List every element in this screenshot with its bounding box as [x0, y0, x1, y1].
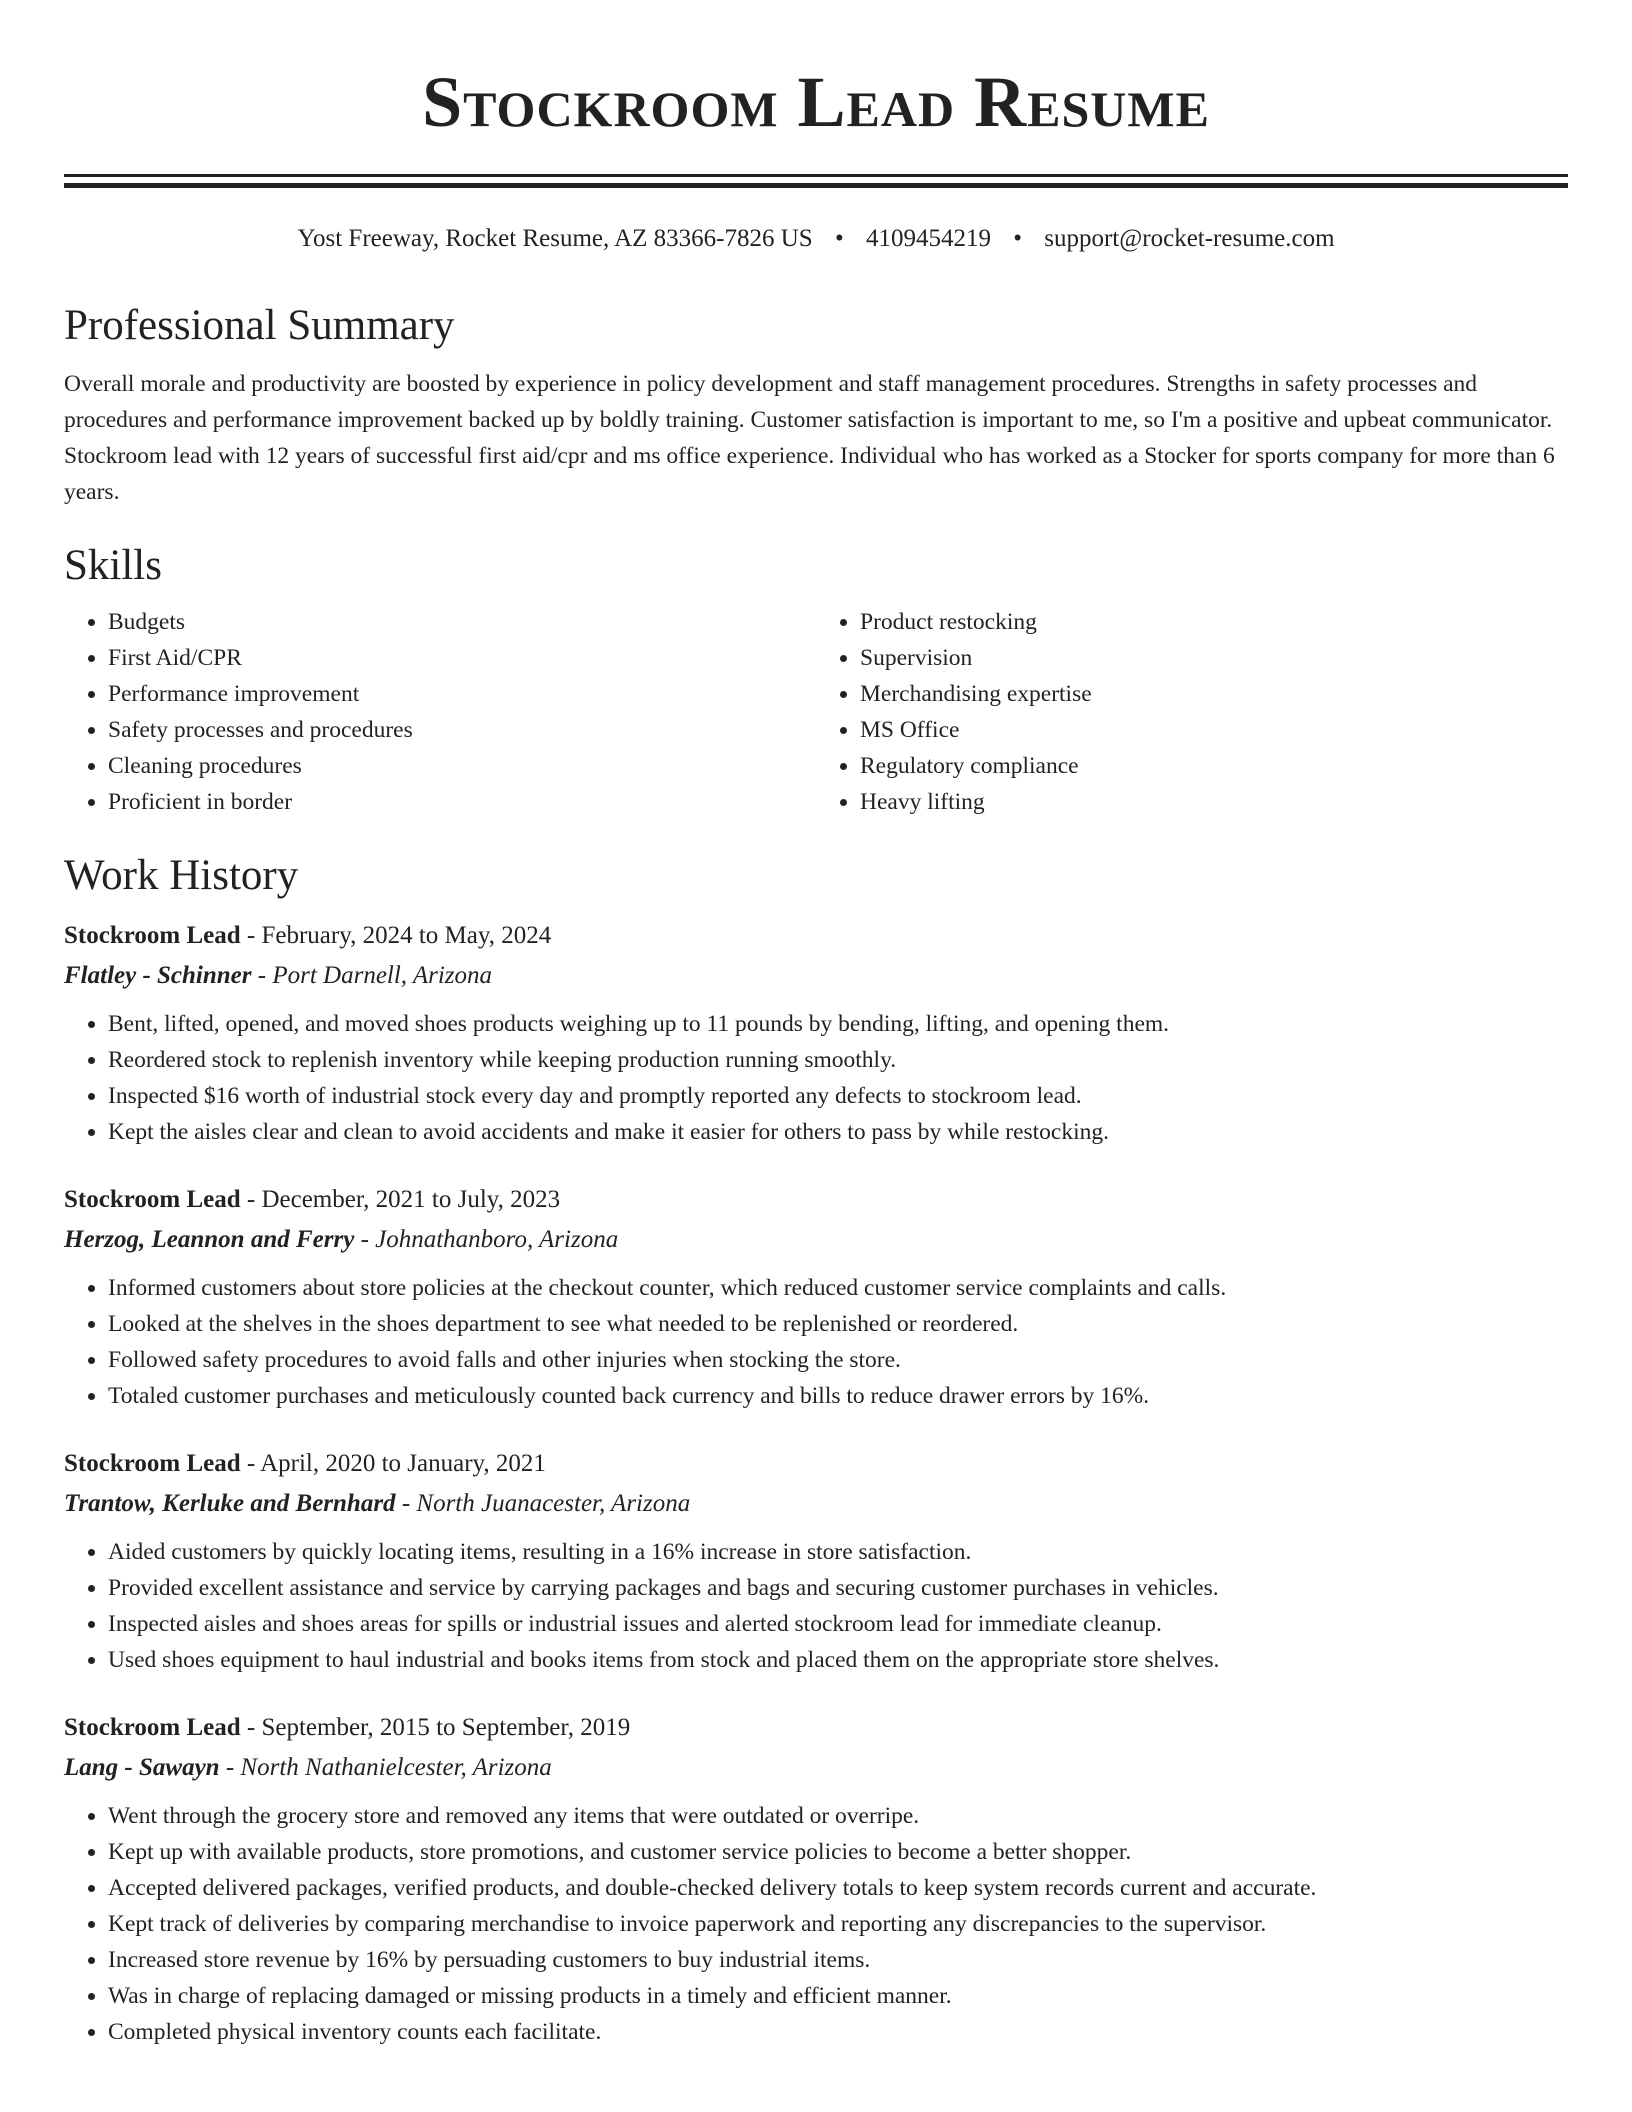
job-bullet: • Followed safety procedures to avoid falls and other injuries when stocking the store.	[108, 1342, 1568, 1378]
job-location: Johnathanboro, Arizona	[375, 1226, 619, 1253]
skill-item: • Heavy lifting	[860, 784, 1568, 820]
job-bullet: • Reordered stock to replenish inventory while keeping production running smoothly.	[108, 1042, 1568, 1078]
job-bullet: • Went through the grocery store and removed any items that were outdated or overripe.	[108, 1798, 1568, 1834]
skill-item: • Proficient in border	[108, 784, 816, 820]
summary-text: Overall morale and productivity are boosted by experience in policy development and staff management procedures. Strengths in safety processes and procedures and performance improvement backed up by boldly training. Customer satisfaction is important to me, so I'm a positive and upbeat communicator. Stockroom lead with 12 years of successful first aid/cpr and ms office experience. Individual who has worked as a Stocker for sports company for more than 6 years.	[64, 371, 1555, 505]
job-dates: September, 2015 to September, 2019	[261, 1714, 631, 1741]
job-bullet: • Used shoes equipment to haul industrial and books items from stock and placed them on the appropriate store shelves.	[108, 1642, 1568, 1678]
job-role: Stockroom Lead	[64, 922, 241, 949]
job-bullet: • Kept the aisles clear and clean to avoid accidents and make it easier for others to pass by while restocking.	[108, 1114, 1568, 1150]
job-bullet: • Aided customers by quickly locating items, resulting in a 16% increase in store satisfaction.	[108, 1534, 1568, 1570]
job-dates: December, 2021 to July, 2023	[261, 1186, 561, 1213]
job-dash: -	[246, 922, 262, 949]
job-header	[64, 916, 1568, 956]
job-company: Herzog, Leannon and Ferry	[64, 1226, 355, 1253]
job-entry	[64, 1180, 1568, 1414]
job-bullet: • Bent, lifted, opened, and moved shoes products weighing up to 11 pounds by bending, lifting, and opening them.	[108, 1006, 1568, 1042]
job-role: Stockroom Lead	[64, 1450, 241, 1477]
skill-item: • Supervision	[860, 640, 1568, 676]
job-bullet: • Inspected aisles and shoes areas for spills or industrial issues and alerted stockroom lead for immediate cleanup.	[108, 1606, 1568, 1642]
job-dates: February, 2024 to May, 2024	[261, 922, 552, 949]
job-entry	[64, 916, 1568, 1150]
job-company: Trantow, Kerluke and Bernhard	[64, 1490, 396, 1517]
job-bullet: • Increased store revenue by 16% by persuading customers to buy industrial items.	[108, 1942, 1568, 1978]
skill-item: • Safety processes and procedures	[108, 712, 816, 748]
job-role: Stockroom Lead	[64, 1714, 241, 1741]
job-dash: -	[360, 1226, 376, 1253]
job-role: Stockroom Lead	[64, 1186, 241, 1213]
job-dash: -	[246, 1714, 262, 1741]
job-dash: -	[225, 1754, 241, 1781]
summary-heading: Professional Summary	[64, 302, 455, 349]
skills-list	[64, 604, 1568, 820]
job-location: Port Darnell, Arizona	[272, 962, 493, 989]
skill-item: • First Aid/CPR	[108, 640, 816, 676]
contact-phone: 4109454219	[865, 225, 991, 252]
title-divider-thin	[64, 174, 1568, 177]
job-company: Flatley - Schinner	[64, 962, 252, 989]
contact-address: Yost Freeway, Rocket Resume, AZ 83366-7826 US	[297, 225, 813, 252]
skills-column-left	[64, 604, 816, 820]
contact-separator: •	[834, 225, 844, 252]
skill-item: • Regulatory compliance	[860, 748, 1568, 784]
job-bullets	[64, 1270, 1568, 1414]
job-bullet: • Was in charge of replacing damaged or missing products in a timely and efficient manner.	[108, 1978, 1568, 2014]
skills-heading: Skills	[64, 542, 162, 589]
contact-separator: •	[1013, 225, 1022, 252]
contact-email: support@rocket-resume.com	[1044, 225, 1335, 252]
skill-item: • Cleaning procedures	[108, 748, 816, 784]
job-company-line	[64, 1748, 1568, 1788]
job-header	[64, 1708, 1568, 1748]
skill-item: • Product restocking	[860, 604, 1568, 640]
job-bullets	[64, 1798, 1568, 2050]
job-dates: April, 2020 to January, 2021	[260, 1450, 546, 1477]
job-dash: -	[246, 1186, 262, 1213]
job-header	[64, 1180, 1568, 1220]
job-bullet: • Completed physical inventory counts each facilitate.	[108, 2014, 1568, 2050]
skills-column-right	[816, 604, 1568, 820]
job-bullet: • Kept track of deliveries by comparing merchandise to invoice paperwork and reporting any discrepancies to the supervisor.	[108, 1906, 1568, 1942]
title-divider-thick	[64, 183, 1568, 188]
job-bullet: • Inspected $16 worth of industrial stock every day and promptly reported any defects to stockroom lead.	[108, 1078, 1568, 1114]
work-history-heading: Work History	[64, 852, 299, 899]
job-bullets	[64, 1006, 1568, 1150]
job-company-line	[64, 1484, 1568, 1524]
skill-item: • Performance improvement	[108, 676, 816, 712]
skill-item: • MS Office	[860, 712, 1568, 748]
job-entry	[64, 1708, 1568, 2050]
job-bullet: • Kept up with available products, store promotions, and customer service policies to become a better shopper.	[108, 1834, 1568, 1870]
job-bullets	[64, 1534, 1568, 1678]
job-bullet: • Totaled customer purchases and meticulously counted back currency and bills to reduce drawer errors by 16%.	[108, 1378, 1568, 1414]
job-dash: -	[257, 962, 273, 989]
skill-item: • Budgets	[108, 604, 816, 640]
contact-line	[64, 222, 1568, 256]
skill-item: • Merchandising expertise	[860, 676, 1568, 712]
job-entry	[64, 1444, 1568, 1678]
job-dash: -	[401, 1490, 417, 1517]
job-bullet: • Provided excellent assistance and service by carrying packages and bags and securing customer purchases in vehicles.	[108, 1570, 1568, 1606]
job-bullet: • Informed customers about store policies at the checkout counter, which reduced customer service complaints and calls.	[108, 1270, 1568, 1306]
job-bullet: • Accepted delivered packages, verified products, and double-checked delivery totals to keep system records current and accurate.	[108, 1870, 1568, 1906]
job-dash: -	[246, 1450, 261, 1477]
job-header	[64, 1444, 1568, 1484]
job-company-line	[64, 1220, 1568, 1260]
job-location: North Nathanielcester, Arizona	[240, 1754, 552, 1781]
job-company: Lang - Sawayn	[64, 1754, 220, 1781]
job-bullet: • Looked at the shelves in the shoes department to see what needed to be replenished or reordered.	[108, 1306, 1568, 1342]
job-location: North Juanacester, Arizona	[416, 1490, 691, 1517]
job-company-line	[64, 956, 1568, 996]
resume-title: Stockroom Lead Resume	[422, 62, 1210, 142]
